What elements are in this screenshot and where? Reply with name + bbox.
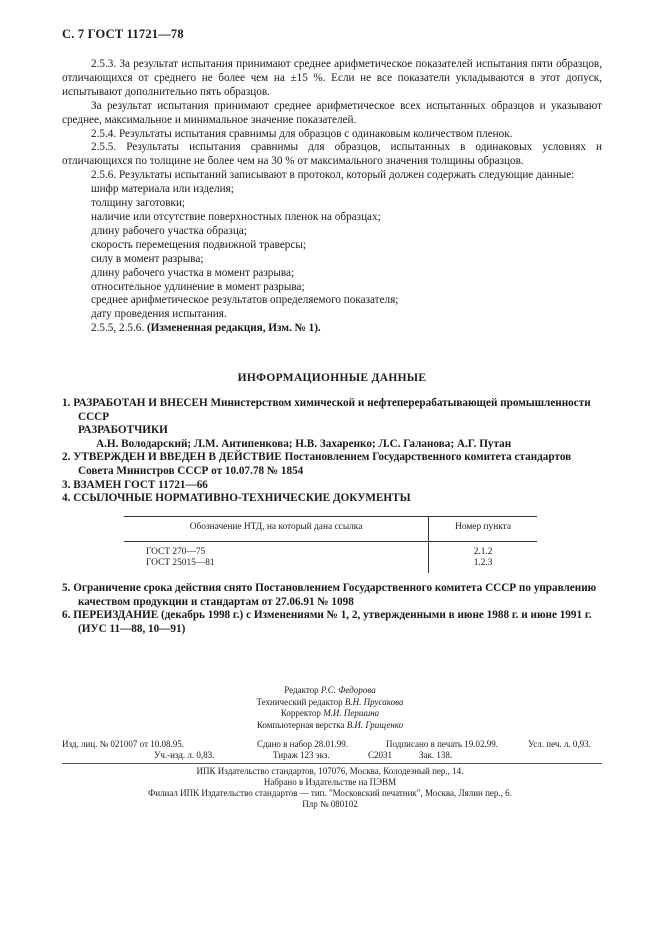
paragraph-result: За результат испытания принимают среднее арифметическое всех испытанных образцов и указывают среднее, максимальное и минимальное значение показателей. (62, 99, 602, 126)
credit-layout: Компьютерная верстка В.И. Грищенко (256, 719, 404, 730)
imprint-publisher: ИПК Издательство стандартов, 107076, Москва, Колодезный пер., 14. (196, 766, 464, 776)
edition-note (62, 322, 602, 336)
list-item: толщину заготовки; (91, 197, 186, 210)
clause-text (62, 58, 602, 336)
table-cell-clause: 1.2.3 (473, 558, 493, 568)
imprint-run: Тираж 123 экз. (273, 750, 330, 760)
developers-names: А.Н. Володарский; Л.М. Антипенкова; Н.В. Захаренко; Л.С. Галанова; А.Г. Путан (96, 437, 512, 450)
imprint-license: Изд. лиц. № 021007 от 10.08.95. (62, 739, 184, 749)
col-doc-header: Обозначение НТД, на который дана ссылка (124, 517, 429, 542)
imprint-print-sheets: Усл. печ. л. 0,93. (528, 739, 591, 749)
info-section-2 (62, 582, 602, 636)
imprint-plr: Плр № 080102 (302, 799, 358, 809)
credits (200, 685, 460, 731)
paragraph-2-5-3: 2.5.3. За результат испытания принимают среднее арифметическое показателей испытания пяти образцов, отличающихся от среднего не более чем на ±15 %. Если не все показатели укладываются в этот допуск, испытывают дополнительно пять образцов. (62, 58, 602, 98)
edition-note-text: (Измененная редакция, Изм. № 1). (146, 322, 321, 335)
credit-editor: Редактор Р.С. Федорова (284, 685, 376, 695)
paragraph-2-5-5: 2.5.5. Результаты испытания сравнимы для образцов, испытанных в одинаковых условиях и отличающихся по толщине не более чем на 30 % от максимального значения толщины образцов. (62, 141, 602, 168)
imprint-signed: Подписано в печать 19.02.99. (386, 739, 499, 749)
paragraph-2-5-6: 2.5.6. Результаты испытаний записывают в протокол, который должен содержать следующие данные: (91, 169, 575, 182)
imprint-divider (62, 763, 602, 764)
list-item: длину рабочего участка в момент разрыва; (91, 266, 295, 279)
table-row (124, 542, 537, 559)
info-item-2: 2. УТВЕРЖДЕН И ВВЕДЕН В ДЕЙСТВИЕ Постановлением Государственного комитета стандартов Совета Министров СССР от 10.07.78 № 1854 (62, 451, 572, 477)
list-item: скорость перемещения подвижной траверсы; (91, 238, 306, 251)
info-item-6: 6. ПЕРЕИЗДАНИЕ (декабрь 1998 г.) с Изменениями № 1, 2, утвержденными в июне 1988 г. и июне 1991 г. (ИУС 11—88, 10—91) (62, 609, 592, 635)
list-item: силу в момент разрыва; (91, 252, 204, 265)
paragraph-2-5-4: 2.5.4. Результаты испытания сравнимы для образцов с одинаковым количеством пленок. (91, 127, 513, 140)
imprint-order: Зак. 138. (419, 750, 453, 760)
imprint-set: Сдано в набор 28.01.99. (257, 739, 349, 749)
list-item: среднее арифметическое результатов определяемого показателя; (91, 294, 399, 307)
list-item: относительное удлинение в момент разрыва; (91, 280, 305, 293)
list-item: длину рабочего участка образца; (91, 224, 247, 237)
info-item-5: 5. Ограничение срока действия снято Постановлением Государственного комитета СССР по управлению качеством продукции и стандартам от 27.06.91 № 1098 (62, 582, 597, 608)
table-cell-clause: 2.1.2 (473, 547, 493, 557)
table-row (124, 558, 537, 573)
imprint-code: С2031 (368, 750, 393, 760)
table-cell-doc: ГОСТ 25015—81 (124, 558, 429, 573)
edition-ref: 2.5.5, 2.5.6. (91, 322, 145, 335)
developers-label: РАЗРАБОТЧИКИ (78, 424, 168, 437)
info-item-3: 3. ВЗАМЕН ГОСТ 11721—66 (62, 478, 208, 491)
imprint-pub-sheets: Уч.-изд. л. 0,83. (154, 750, 215, 760)
list-item: дату проведения испытания. (91, 308, 227, 321)
info-item-4: 4. ССЫЛОЧНЫЕ НОРМАТИВНО-ТЕХНИЧЕСКИЕ ДОКУМЕНТЫ (62, 492, 411, 505)
imprint-typeset: Набрано в Издательстве на ПЭВМ (263, 777, 397, 787)
credit-tech-editor: Технический редактор В.Н. Прусакова (256, 696, 404, 707)
info-title: ИНФОРМАЦИОННЫЕ ДАННЫЕ (237, 372, 427, 384)
list-item: шифр материала или изделия; (91, 183, 234, 196)
list-item: наличие или отсутствие поверхностных пленок на образцах; (91, 210, 381, 223)
table-header-row (124, 517, 537, 542)
credit-corrector: Корректор М.И. Першина (280, 708, 380, 719)
table-cell-doc: ГОСТ 270—75 (124, 542, 429, 559)
info-item-1: 1. РАЗРАБОТАН И ВНЕСЕН Министерством химической и нефтеперерабатывающей промышленности СССР (62, 397, 591, 423)
reference-table (124, 516, 537, 573)
col-clause-header: Номер пункта (429, 517, 537, 542)
info-section (62, 397, 602, 506)
imprint-branch: Филиал ИПК Издательство стандартов — тип. "Московский печатник", Москва, Лялин пер., 6. (148, 788, 512, 798)
page-header: С. 7 ГОСТ 11721—78 (62, 27, 184, 41)
